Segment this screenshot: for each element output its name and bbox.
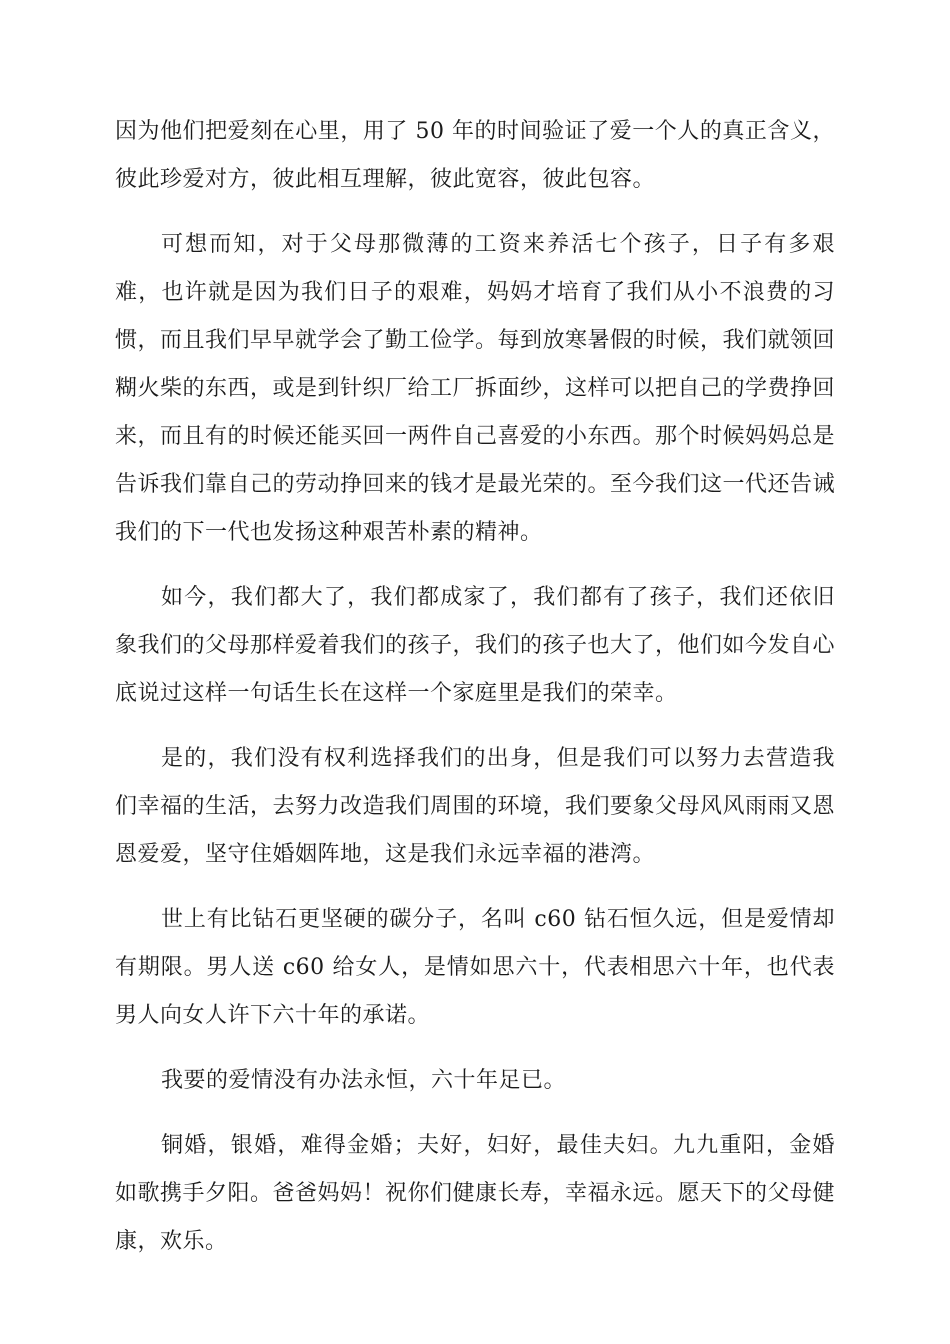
document-body xyxy=(115,108,835,1283)
paragraph-2: 可想而知，对于父母那微薄的工资来养活七个孩子，日子有多艰难，也许就是因为我们日子的艰难，妈妈才培育了我们从小不浪费的习惯，而且我们早早就学会了勤工俭学。每到放寒暑假的时候，我们就领回糊火柴的东西，或是到针织厂给工厂拆面纱，这样可以把自己的学费挣回来，而且有的时候还能买回一两件自己喜爱的小东西。那个时候妈妈总是告诉我们靠自己的劳动挣回来的钱才是最光荣的。至今我们这一代还告诫我们的下一代也发扬这种艰苦朴素的精神。 xyxy=(115,232,836,545)
paragraph-4: 是的，我们没有权利选择我们的出身，但是我们可以努力去营造我们幸福的生活，去努力改造我们周围的环境，我们要象父母风风雨雨又恩恩爱爱，坚守住婚姻阵地，这是我们永远幸福的港湾。 xyxy=(115,746,836,867)
paragraph-1: 因为他们把爱刻在心里，用了 50 年的时间验证了爱一个人的真正含义，彼此珍爱对方，彼此相互理解，彼此宽容，彼此包容。 xyxy=(115,119,835,192)
paragraph-6: 我要的爱情没有办法永恒，六十年足已。 xyxy=(161,1068,567,1093)
paragraph-5: 世上有比钻石更坚硬的碳分子，名叫 c60 钻石恒久远，但是爱情却有期限。男人送 c60 给女人，是情如思六十，代表相思六十年，也代表男人向女人许下六十年的承诺。 xyxy=(115,907,835,1028)
paragraph-7: 铜婚，银婚，难得金婚；夫好，妇好，最佳夫妇。九九重阳，金婚如歌携手夕阳。爸爸妈妈！祝你们健康长寿，幸福永远。愿天下的父母健康，欢乐。 xyxy=(115,1133,836,1254)
paragraph-3: 如今，我们都大了，我们都成家了，我们都有了孩子，我们还依旧象我们的父母那样爱着我们的孩子，我们的孩子也大了，他们如今发自心底说过这样一句话生长在这样一个家庭里是我们的荣幸。 xyxy=(115,585,836,706)
